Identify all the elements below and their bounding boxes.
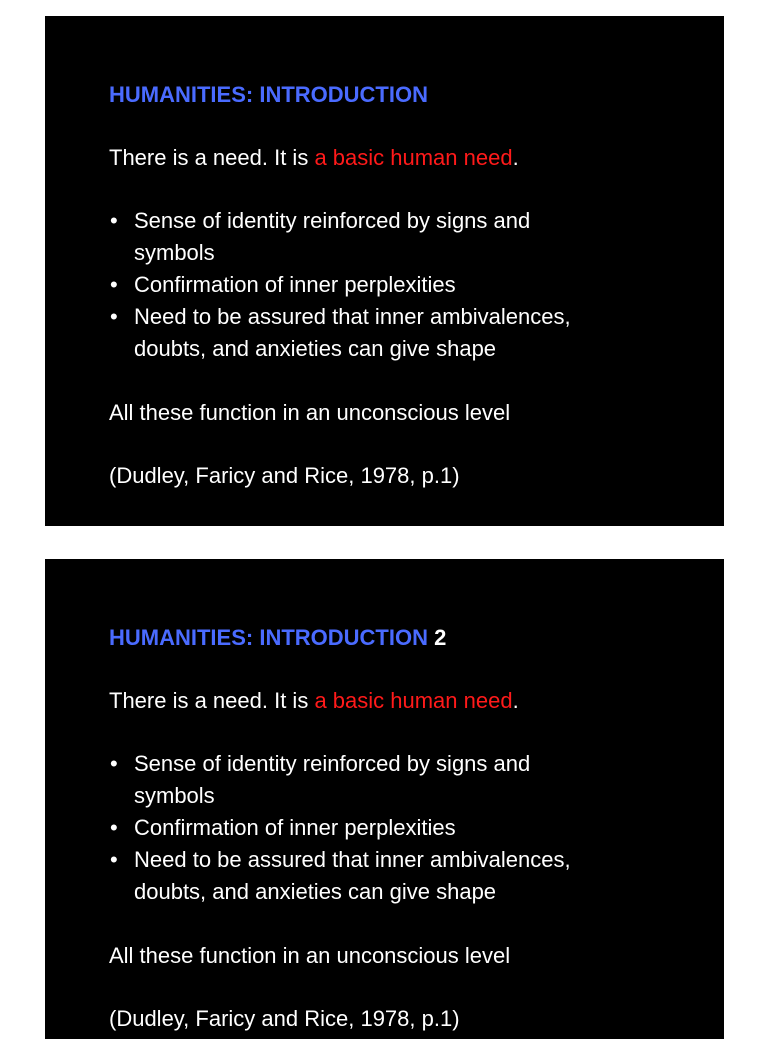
intro-sentence [109,685,704,717]
statement: All these function in an unconscious level [109,400,511,425]
intro-highlight: a basic human need [314,688,513,713]
list-item [109,748,704,812]
bullet-icon: • [110,847,118,872]
list-item [109,812,704,844]
list-item-line: symbols [134,783,215,808]
list-item [109,301,704,365]
list-item-line: Confirmation of inner perplexities [134,815,456,840]
intro-prefix: There is a need. It is [109,145,315,170]
citation: (Dudley, Faricy and Rice, 1978, p.1) [109,463,460,488]
list-item-line: Sense of identity reinforced by signs and [134,751,531,776]
bullet-icon: • [110,272,118,297]
bullet-icon: • [110,304,118,329]
list-item-line: Need to be assured that inner ambivalences, [134,304,571,329]
bullet-icon: • [110,751,118,776]
list-item [109,844,704,908]
statement: All these function in an unconscious level [109,943,511,968]
slide-2 [45,559,724,1039]
intro-suffix: . [512,688,519,713]
list-item-line: doubts, and anxieties can give shape [134,336,497,361]
slide-1 [45,16,724,526]
list-item-line: Sense of identity reinforced by signs and [134,208,531,233]
citation: (Dudley, Faricy and Rice, 1978, p.1) [109,1006,460,1031]
intro-prefix: There is a need. It is [109,688,315,713]
intro-suffix: . [512,145,519,170]
slide-title [109,82,428,108]
list-item-line: doubts, and anxieties can give shape [134,879,497,904]
intro-sentence [109,142,704,174]
list-item [109,205,704,269]
list-item-line: Confirmation of inner perplexities [134,272,456,297]
bullet-list [109,748,704,908]
list-item-line: symbols [134,240,215,265]
intro-highlight: a basic human need [314,145,513,170]
bullet-icon: • [110,208,118,233]
bullet-list [109,205,704,365]
slide-title-text: HUMANITIES: INTRODUCTION [109,625,428,650]
slide-title [109,625,446,651]
list-item-line: Need to be assured that inner ambivalences, [134,847,571,872]
slide-number: 2 [434,625,447,650]
list-item [109,269,704,301]
slide-title-text: HUMANITIES: INTRODUCTION [109,82,428,107]
bullet-icon: • [110,815,118,840]
